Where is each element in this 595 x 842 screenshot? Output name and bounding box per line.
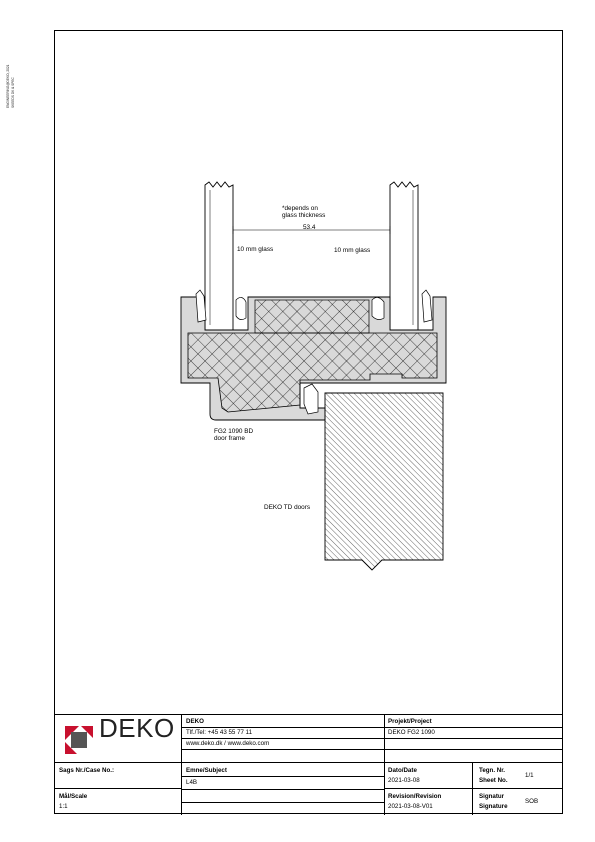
date-header: Dato/Date — [388, 767, 417, 774]
sheet-cell — [473, 763, 562, 789]
door-label: DEKO TD doors — [264, 504, 311, 511]
sheet-header: Sheet No. — [479, 777, 508, 784]
project-cell — [385, 715, 562, 763]
drawing-no-header: Tegn. Nr. — [479, 767, 506, 774]
signature-cell — [473, 789, 562, 815]
revision-header: Revision/Revision — [388, 793, 442, 800]
subject-value: L4B — [186, 779, 198, 786]
glass-pane-right — [390, 182, 418, 330]
dimension-value: 53.4 — [303, 224, 316, 231]
company-phone: Tlf./Tel: +45 43 55 77 11 — [186, 729, 253, 736]
signature-value: SOB — [525, 798, 539, 805]
sidebar-note-line-2: SKEEDS DK & SPEC — [11, 77, 15, 108]
date-cell — [385, 763, 473, 789]
date-value: 2021-03-08 — [388, 777, 420, 784]
title-block — [54, 714, 563, 814]
company-header: DEKO — [186, 718, 204, 725]
revision-cell — [385, 789, 473, 815]
signature-header-1: Signatur — [479, 793, 505, 800]
subject-header: Emne/Subject — [186, 767, 227, 774]
company-cell — [182, 715, 385, 763]
sheet-value: 1/1 — [525, 772, 534, 779]
frame-label-line-2: door frame — [214, 435, 245, 442]
scale-value: 1:1 — [59, 803, 68, 810]
scale-header: Mål/Scale — [59, 793, 88, 800]
glass-pane-left — [205, 182, 233, 330]
logo-cell — [55, 715, 182, 763]
company-web: www.deko.dk / www.deko.com — [186, 740, 270, 747]
deko-logo-text: DEKO — [99, 713, 175, 743]
project-header: Projekt/Project — [388, 718, 432, 725]
case-cell — [55, 763, 182, 789]
sidebar-note-line-1: ENGINEERING@DEKO, 2021 — [6, 64, 10, 108]
signature-header-2: Signature — [479, 803, 508, 810]
deko-logo-icon — [65, 726, 95, 754]
subject-cell — [182, 763, 385, 815]
depends-note-line-2: glass thickness — [282, 212, 326, 219]
case-header: Sags Nr./Case No.: — [59, 767, 115, 774]
depends-note-line-1: *depends on — [282, 205, 318, 212]
frame-label-line-1: FG2 1090 BD — [214, 428, 254, 435]
door-leaf — [325, 393, 443, 570]
glass-label-left: 10 mm glass — [237, 246, 274, 253]
glass-label-right: 10 mm glass — [334, 247, 371, 254]
project-value: DEKO FG2 1090 — [388, 729, 435, 736]
revision-value: 2021-03-08-V01 — [388, 803, 433, 810]
scale-cell — [55, 789, 182, 815]
